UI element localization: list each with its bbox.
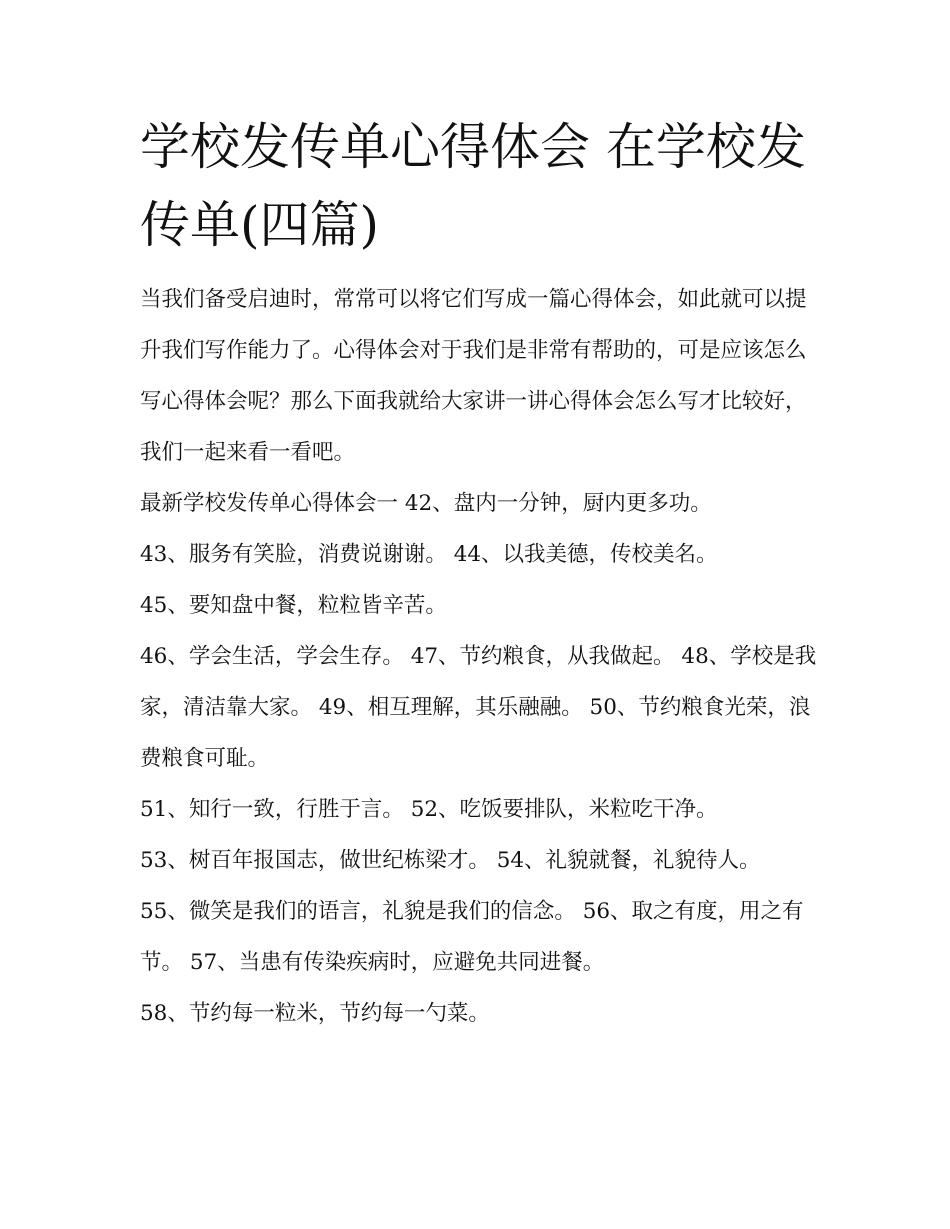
- paragraph-51-52: 51、知行一致，行胜于言。 52、吃饭要排队，米粒吃干净。: [140, 797, 718, 822]
- paragraph-53-54: 53、树百年报国志，做世纪栋梁才。 54、礼貌就餐，礼貌待人。: [140, 848, 761, 873]
- paragraph-43-44: 43、服务有笑脸，消费说谢谢。 44、以我美德，传校美名。: [140, 542, 718, 567]
- paragraph-58: 58、节约每一粒米，节约每一勺菜。: [140, 1001, 490, 1026]
- paragraph-intro: 当我们备受启迪时，常常可以将它们写成一篇心得体会，如此就可以提升我们写作能力了。心得体会对于我们是非常有帮助的，可是应该怎么写心得体会呢？那么下面我就给大家讲一讲心得体会怎么写才比较好，我们一起来看一看吧。: [140, 287, 807, 465]
- paragraph-46-50: 46、学会生活，学会生存。 47、节约粮食，从我做起。 48、学校是我家，清洁靠大家。 49、相互理解，其乐融融。 50、节约粮食光荣，浪费粮食可耻。: [140, 644, 817, 771]
- document-title: 学校发传单心得体会 在学校发传单(四篇): [140, 118, 806, 254]
- document-page: [140, 108, 820, 1039]
- paragraph-55-57: 55、微笑是我们的语言，礼貌是我们的信念。 56、取之有度，用之有节。 57、当患有传染疾病时，应避免共同进餐。: [140, 899, 804, 975]
- paragraph-42: 最新学校发传单心得体会一 42、盘内一分钟，厨内更多功。: [140, 491, 712, 516]
- paragraph-45: 45、要知盘中餐，粒粒皆辛苦。: [140, 593, 447, 618]
